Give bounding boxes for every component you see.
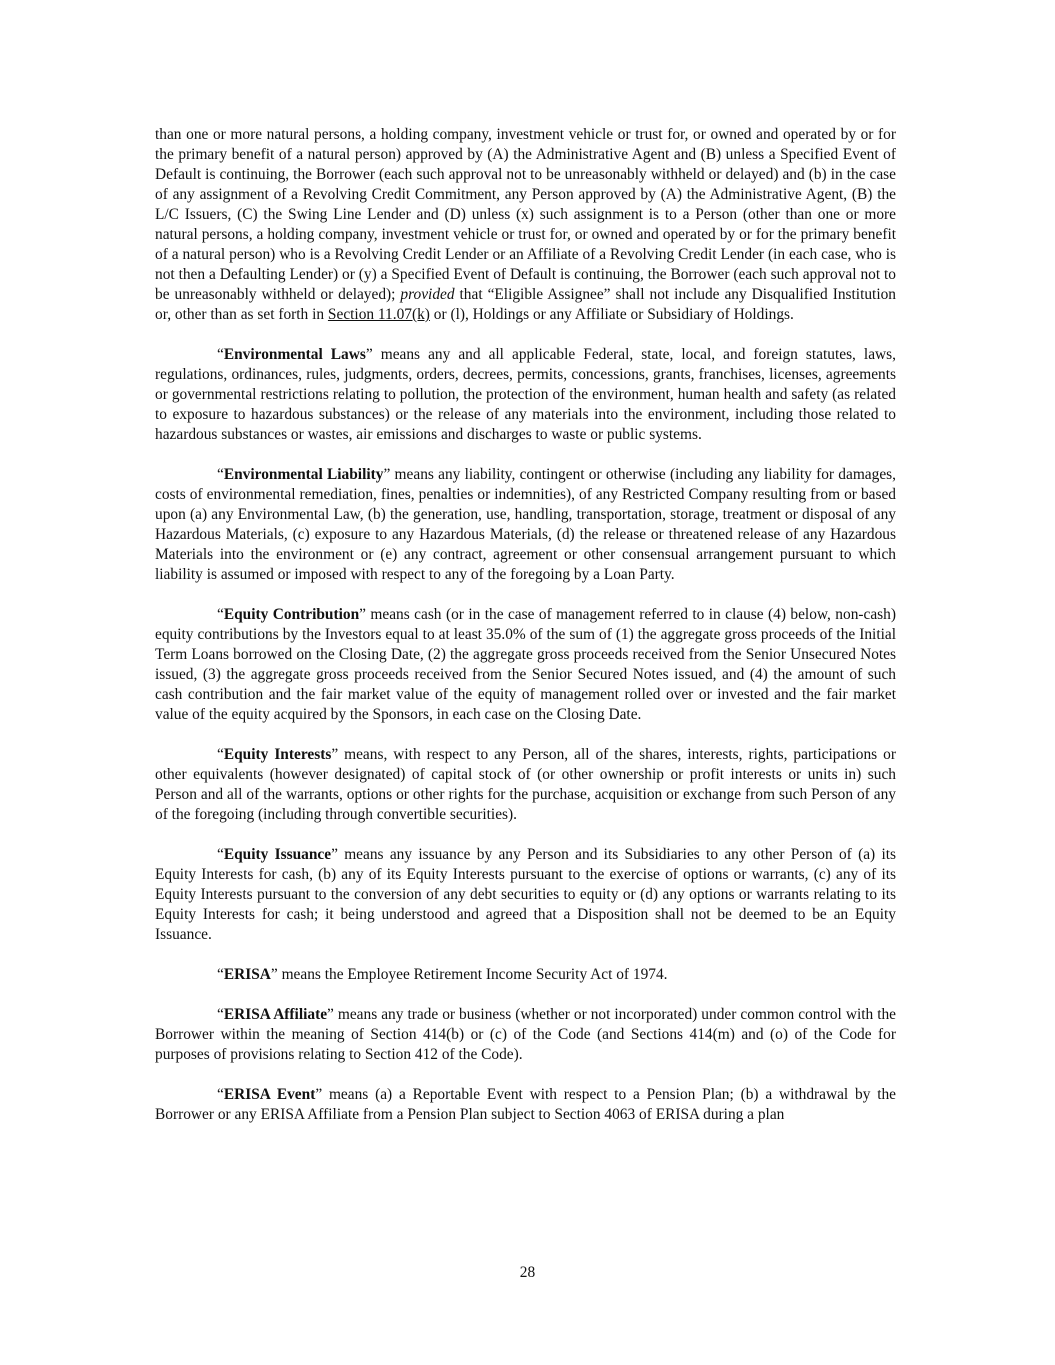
defined-term: Equity Issuance [223, 846, 332, 863]
definition-body: ” means, with respect to any Person, all of the shares, interests, rights, participations or other equivalents (however designated) of capital stock of (or other ownership or profit interests or units in) such Person and all of the warrants, options or other rights for the purchase, acquisition or exchange from such Person of any of the foregoing (including through convertible securities). [155, 746, 896, 823]
page-number: 28 [519, 1264, 536, 1281]
defined-term: Environmental Liability [223, 466, 384, 483]
document-page [155, 125, 896, 1145]
defined-term: ERISA Affiliate [223, 1006, 328, 1023]
definition-equity-issuance [155, 845, 896, 945]
defined-term: ERISA [223, 966, 271, 983]
open-quote: “ [217, 346, 224, 363]
definition-erisa-affiliate [155, 1005, 896, 1065]
text: than one or more natural persons, a holding company, investment vehicle or trust for, or owned and operated by or for the primary benefit of a natural person) approved by (A) the Administrative Agent and (B) unless a Specified Event of Default is continuing, the Borrower (each such approval not to be unreasonably withheld or delayed) and (b) in the case of any assignment of a Revolving Credit Commitment, any Person approved by (A) the Administrative Agent, (B) the L/C Issuers, (C) the Swing Line Lender and (D) unless (x) such assignment is to a Person (other than one or more natural persons, a holding company, investment vehicle or trust for, or owned and operated by or for the primary benefit of a natural person) who is a Revolving Credit Lender or an Affiliate of a Revolving Credit Lender (in each case, who is not then a Defaulting Lender) or (y) a Specified Event of Default is continuing, the Borrower (each such approval not to be unreasonably withheld or delayed); [155, 126, 896, 303]
definition-erisa-event [155, 1085, 896, 1125]
definition-body: ” means any liability, contingent or otherwise (including any liability for damages, costs of environmental remediation, fines, penalties or indemnities), of any Restricted Company resulting from or based upon (a) any Environmental Law, (b) the generation, use, handling, transportation, storage, treatment or disposal of any Hazardous Materials, (c) exposure to any Hazardous Materials, (d) the release or threatened release of any Hazardous Materials into the environment or (e) any contract, agreement or other consensual arrangement pursuant to which liability is assumed or imposed with respect to any of the foregoing by a Loan Party. [155, 466, 896, 583]
open-quote: “ [217, 846, 224, 863]
open-quote: “ [217, 746, 224, 763]
definition-body: ” means any and all applicable Federal, state, local, and foreign statutes, laws, regulations, ordinances, rules, judgments, orders, decrees, permits, concessions, grants, franchises, licenses, agreements or governmental restrictions relating to pollution, the protection of the environment, human health and safety (as related to exposure to hazardous substances) or the release of any materials into the environment, including those related to hazardous substances or wastes, air emissions and discharges to waste or public systems. [155, 346, 896, 443]
definition-environmental-liability [155, 465, 896, 585]
provided-italic: provided [400, 286, 455, 303]
definition-equity-interests [155, 745, 896, 825]
eligible-assignee-continuation [155, 125, 896, 325]
open-quote: “ [217, 1086, 224, 1103]
section-reference: Section 11.07(k) [327, 306, 430, 323]
definition-body: ” means cash (or in the case of management referred to in clause (4) below, non-cash) equity contributions by the Investors equal to at least 35.0% of the sum of (1) the aggregate gross proceeds of the Initial Term Loans borrowed on the Closing Date, (2) the aggregate gross proceeds received from the Senior Unsecured Notes issued, (3) the aggregate gross proceeds received from the Senior Secured Notes issued, and (4) the amount of such cash contribution and the fair market value of the equity of management rolled over or invested and the fair market value of the equity acquired by the Sponsors, in each case on the Closing Date. [155, 606, 896, 723]
open-quote: “ [217, 966, 224, 983]
definition-body: ” means the Employee Retirement Income Security Act of 1974. [270, 966, 668, 983]
open-quote: “ [217, 466, 224, 483]
definition-environmental-laws [155, 345, 896, 445]
open-quote: “ [217, 1006, 224, 1023]
defined-term: Equity Contribution [223, 606, 360, 623]
text: or (l), Holdings or any Affiliate or Subsidiary of Holdings. [429, 306, 794, 323]
defined-term: ERISA Event [223, 1086, 316, 1103]
defined-term: Environmental Laws [223, 346, 366, 363]
definition-body: ” means (a) a Reportable Event with respect to a Pension Plan; (b) a withdrawal by the Borrower or any ERISA Affiliate from a Pension Plan subject to Section 4063 of ERISA during a plan [155, 1086, 896, 1123]
definition-body: ” means any trade or business (whether or not incorporated) under common control with the Borrower within the meaning of Section 414(b) or (c) of the Code (and Sections 414(m) and (o) of the Code for purposes of provisions relating to Section 412 of the Code). [155, 1006, 896, 1063]
definition-equity-contribution [155, 605, 896, 725]
definition-erisa [155, 965, 896, 985]
open-quote: “ [217, 606, 224, 623]
defined-term: Equity Interests [223, 746, 332, 763]
definition-body: ” means any issuance by any Person and its Subsidiaries to any other Person of (a) its Equity Interests for cash, (b) any of its Equity Interests pursuant to the exercise of options or warrants, (c) any of its Equity Interests pursuant to the conversion of any debt securities to equity or (d) any options or warrants relating to its Equity Interests for cash; it being understood and agreed that a Disposition shall not be deemed to be an Equity Issuance. [155, 846, 896, 943]
text: that “Eligible Assignee” shall not include any Disqualified Institution or, other than as set forth in [155, 286, 896, 323]
